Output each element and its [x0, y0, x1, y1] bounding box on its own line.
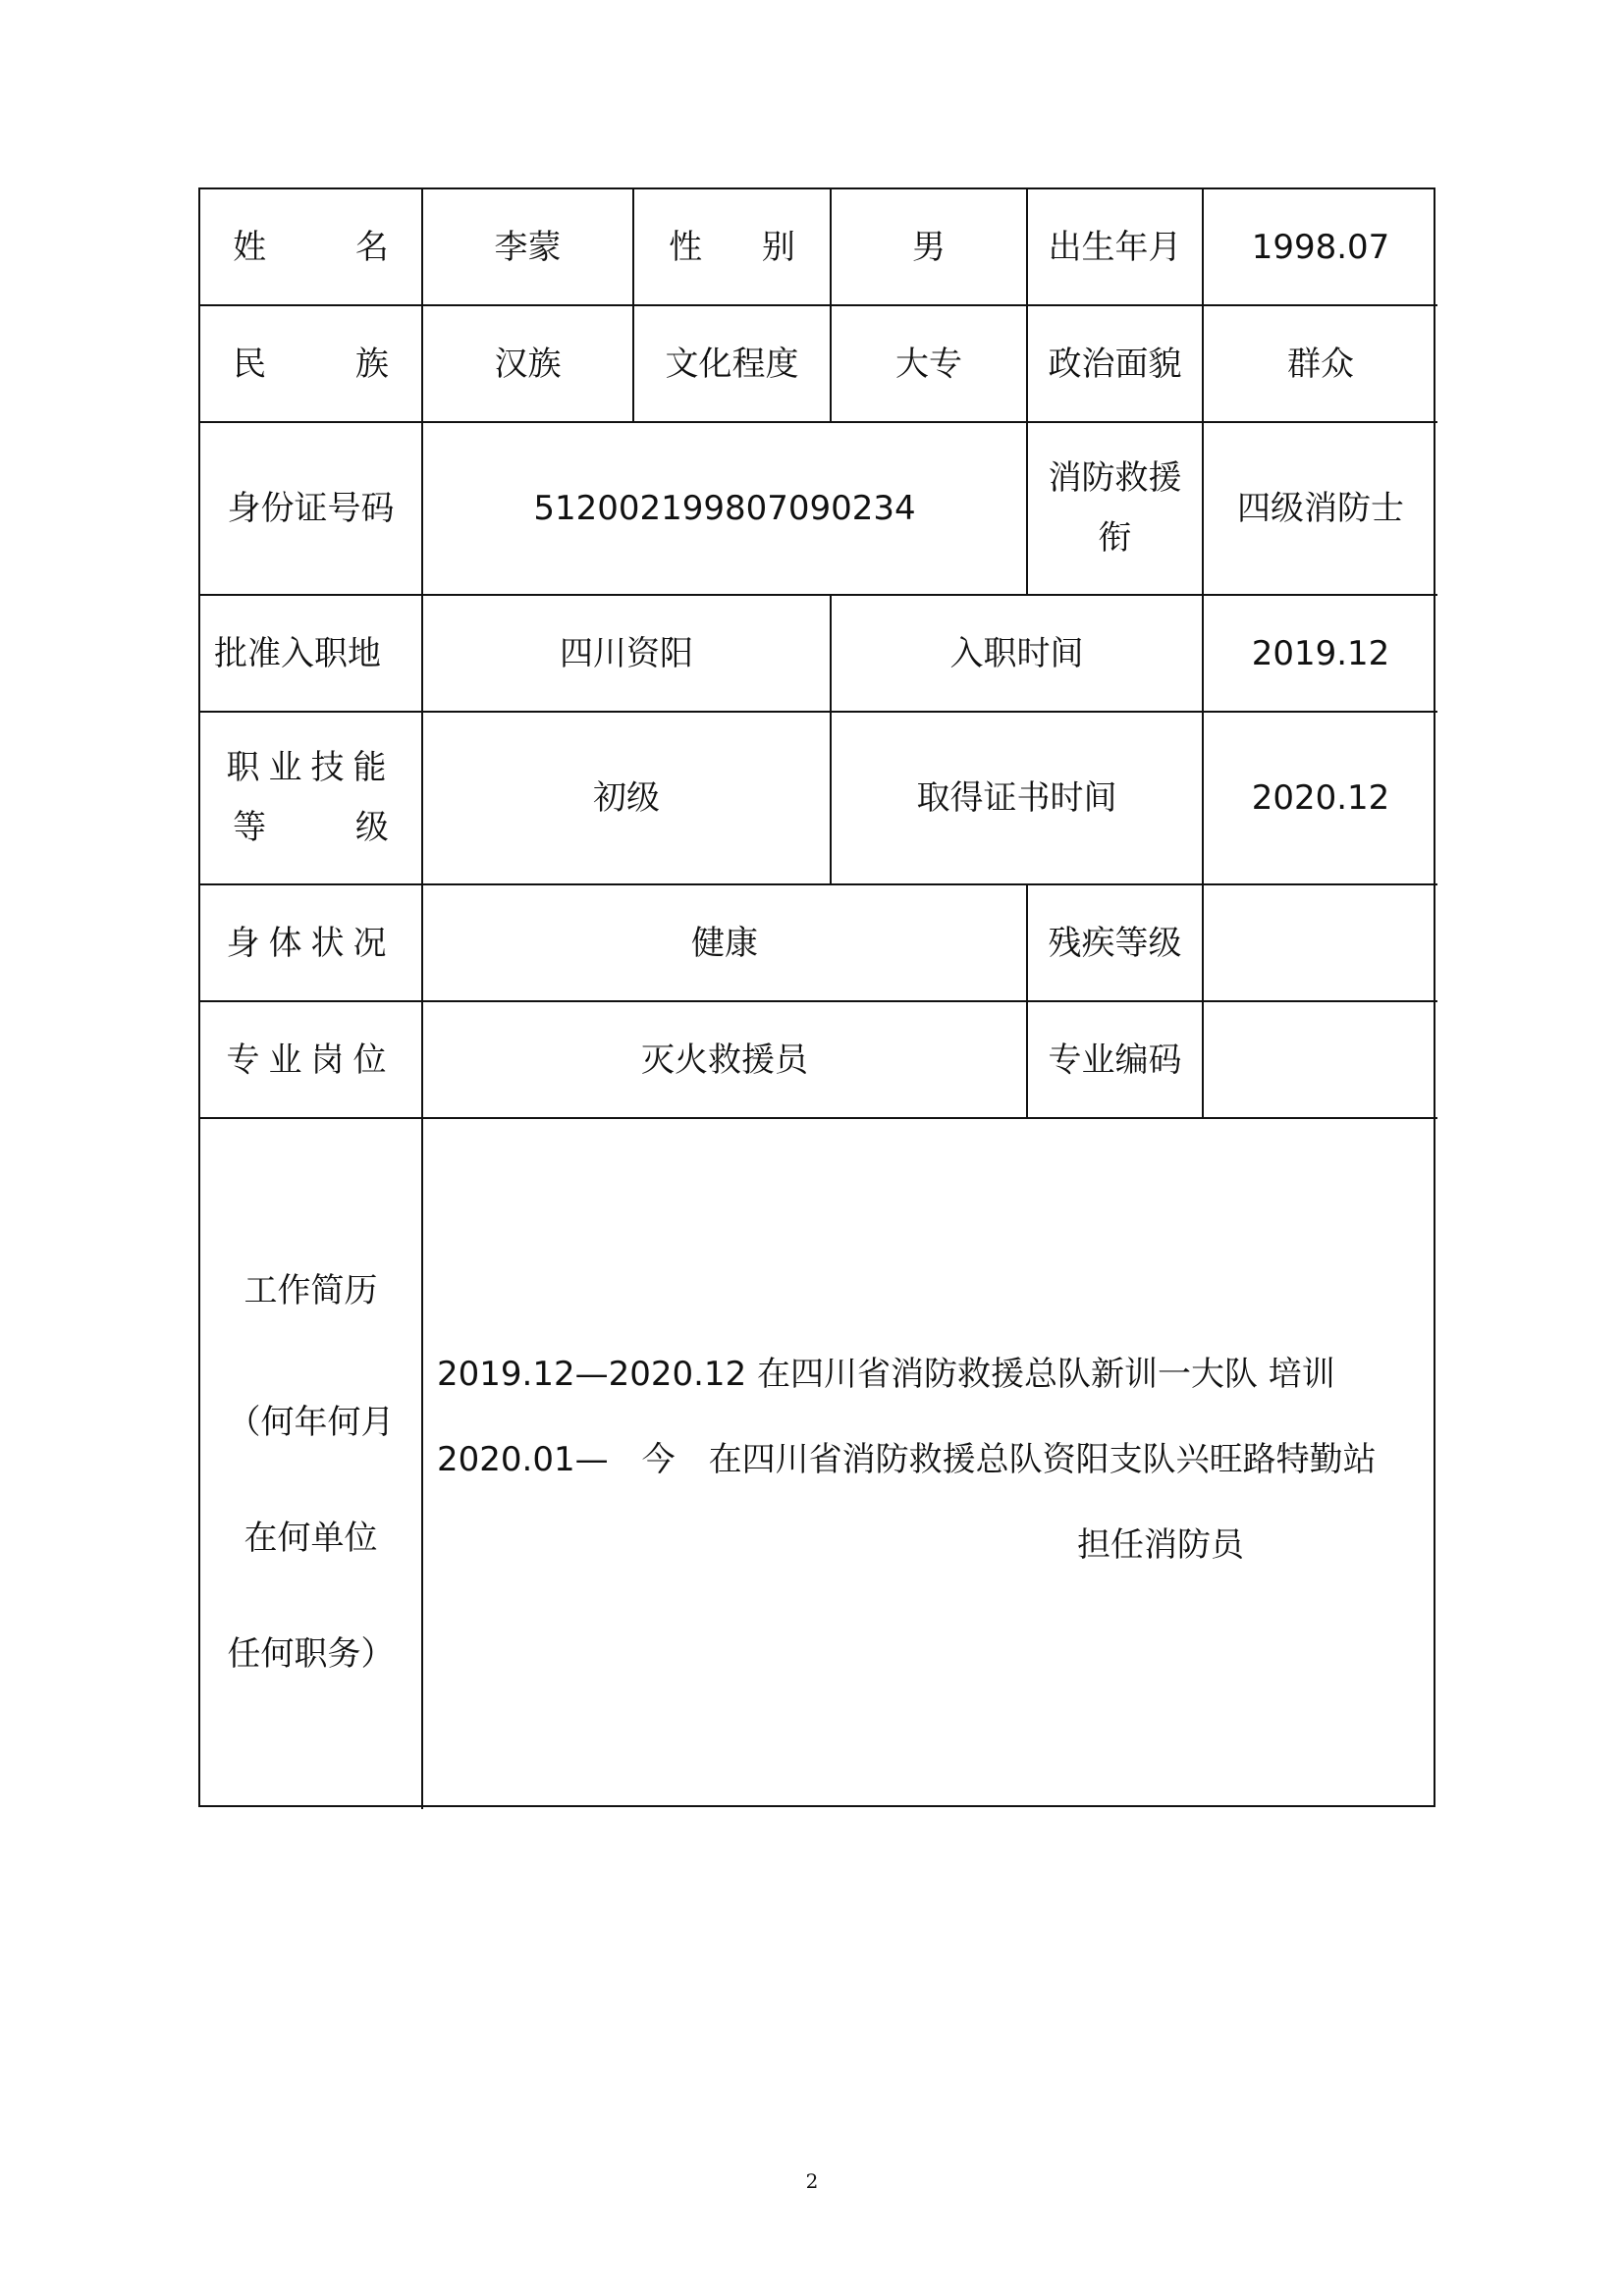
work-label-line1: 工作简历 [244, 1270, 378, 1310]
id-value: 512002199807090234 [423, 423, 1028, 596]
name-value: 李蒙 [423, 189, 634, 306]
health-value: 健康 [423, 885, 1028, 1002]
post-code-label: 专业编码 [1028, 1002, 1204, 1119]
post-label: 专业岗位 [200, 1002, 423, 1119]
gender-label: 性 别 [634, 189, 832, 306]
personnel-info-table [198, 187, 1435, 1807]
skill-value: 初级 [423, 713, 832, 885]
work-history-line-1: 2019.12—2020.12 在四川省消防救援总队新训一大队 培训 [437, 1355, 1335, 1394]
skill-label [200, 713, 423, 885]
work-history-line-3: 担任消防员 [1077, 1525, 1244, 1565]
hire-time-value: 2019.12 [1204, 596, 1437, 713]
political-label: 政治面貌 [1028, 306, 1204, 423]
work-label-line3: 在何单位 [244, 1518, 378, 1558]
rank-value: 四级消防士 [1204, 423, 1437, 596]
birth-value: 1998.07 [1204, 189, 1437, 306]
work-history-line-2: 2020.01— 今 在四川省消防救援总队资阳支队兴旺路特勤站 [437, 1440, 1377, 1479]
cert-time-value: 2020.12 [1204, 713, 1437, 885]
rank-label-line2: 衔 [1098, 518, 1132, 559]
name-label: 姓 名 [200, 189, 423, 306]
hire-place-value: 四川资阳 [423, 596, 832, 713]
work-label-line4: 任何职务） [227, 1633, 395, 1674]
work-label-line2: （何年何月 [227, 1402, 395, 1442]
hire-place-label: 批准入职地 [200, 596, 423, 713]
disability-label: 残疾等级 [1028, 885, 1204, 1002]
ethnicity-value: 汉族 [423, 306, 634, 423]
gender-value: 男 [832, 189, 1028, 306]
education-label: 文化程度 [634, 306, 832, 423]
disability-value [1204, 885, 1437, 1002]
page-number: 2 [805, 2169, 819, 2193]
hire-time-label: 入职时间 [832, 596, 1204, 713]
ethnicity-label: 民 族 [200, 306, 423, 423]
birth-label: 出生年月 [1028, 189, 1204, 306]
work-history-label [200, 1119, 423, 1809]
rank-label-line1: 消防救援 [1048, 458, 1182, 499]
cert-time-label: 取得证书时间 [832, 713, 1204, 885]
health-label: 身体状况 [200, 885, 423, 1002]
education-value: 大专 [832, 306, 1028, 423]
post-value: 灭火救援员 [423, 1002, 1028, 1119]
skill-label-line2: 等 级 [233, 808, 389, 848]
post-code-value [1204, 1002, 1437, 1119]
work-history-content [423, 1119, 1437, 1809]
rank-label [1028, 423, 1204, 596]
political-value: 群众 [1204, 306, 1437, 423]
id-label: 身份证号码 [200, 423, 423, 596]
skill-label-line1: 职业技能 [226, 748, 396, 788]
